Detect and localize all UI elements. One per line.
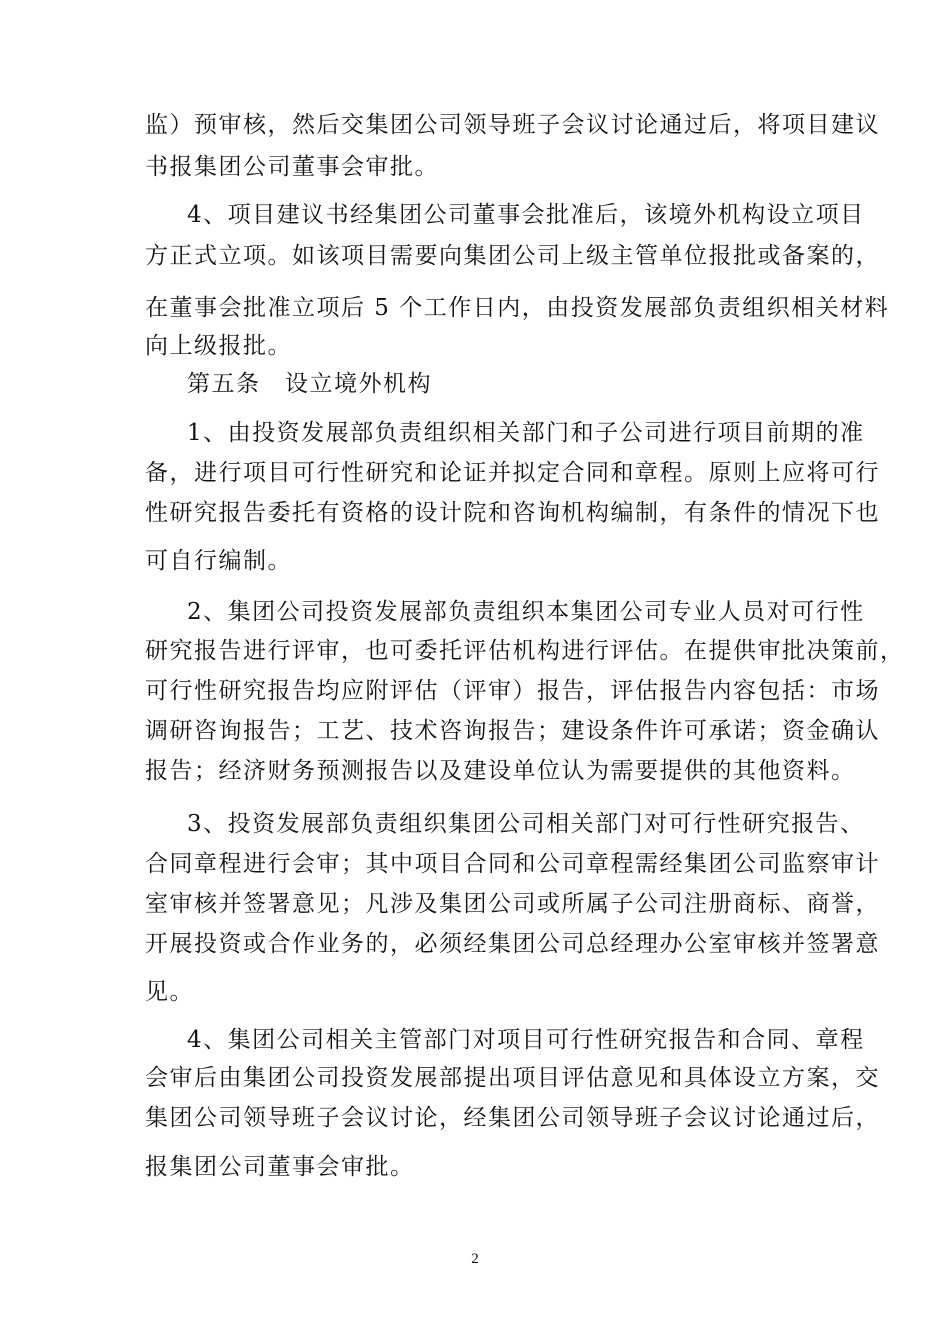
text-line: 3、投资发展部负责组织集团公司相关部门对可行性研究报告、	[187, 811, 865, 837]
text-line: 4、集团公司相关主管部门对项目可行性研究报告和合同、章程	[187, 1027, 865, 1053]
text-line: 可自行编制。	[145, 548, 292, 574]
text-line: 在董事会批准立项后 5 个工作日内，由投资发展部负责组织相关材料	[145, 295, 890, 321]
text-line: 1、由投资发展部负责组织相关部门和子公司进行项目前期的准	[187, 420, 865, 446]
text-line: 报告；经济财务预测报告以及建设单位认为需要提供的其他资料。	[145, 758, 856, 784]
page-number: 2	[471, 1251, 479, 1267]
text-line: 会审后由集团公司投资发展部提出项目评估意见和具体设立方案，交	[145, 1065, 880, 1091]
text-line: 合同章程进行会审；其中项目合同和公司章程需经集团公司监察审计	[145, 851, 880, 877]
text-line: 集团公司领导班子会议讨论，经集团公司领导班子会议讨论通过后，	[145, 1105, 880, 1131]
text-line: 方正式立项。如该项目需要向集团公司上级主管单位报批或备案的，	[145, 243, 880, 269]
text-line: 见。	[145, 979, 194, 1005]
section-heading: 第五条 设立境外机构	[187, 371, 432, 397]
text-line: 书报集团公司董事会审批。	[145, 154, 439, 180]
text-line: 性研究报告委托有资格的设计院和咨询机构编制，有条件的情况下也	[145, 500, 880, 526]
text-line: 可行性研究报告均应附评估（评审）报告，评估报告内容包括：市场	[145, 678, 880, 704]
text-line: 备，进行项目可行性研究和论证并拟定合同和章程。原则上应将可行	[145, 460, 880, 486]
text-line: 开展投资或合作业务的，必须经集团公司总经理办公室审核并签署意	[145, 931, 880, 957]
text-line: 向上级报批。	[145, 333, 292, 359]
text-line: 监）预审核，然后交集团公司领导班子会议讨论通过后，将项目建议	[145, 112, 880, 138]
text-line: 2、集团公司投资发展部负责组织本集团公司专业人员对可行性	[187, 599, 865, 625]
text-line: 4、项目建议书经集团公司董事会批准后，该境外机构设立项目	[187, 202, 865, 228]
text-line: 研究报告进行评审，也可委托评估机构进行评估。在提供审批决策前，	[145, 638, 905, 664]
text-line: 室审核并签署意见；凡涉及集团公司或所属子公司注册商标、商誉，	[145, 891, 880, 917]
text-line: 调研咨询报告；工艺、技术咨询报告；建设条件许可承诺；资金确认	[145, 718, 880, 744]
text-line: 报集团公司董事会审批。	[145, 1154, 415, 1180]
